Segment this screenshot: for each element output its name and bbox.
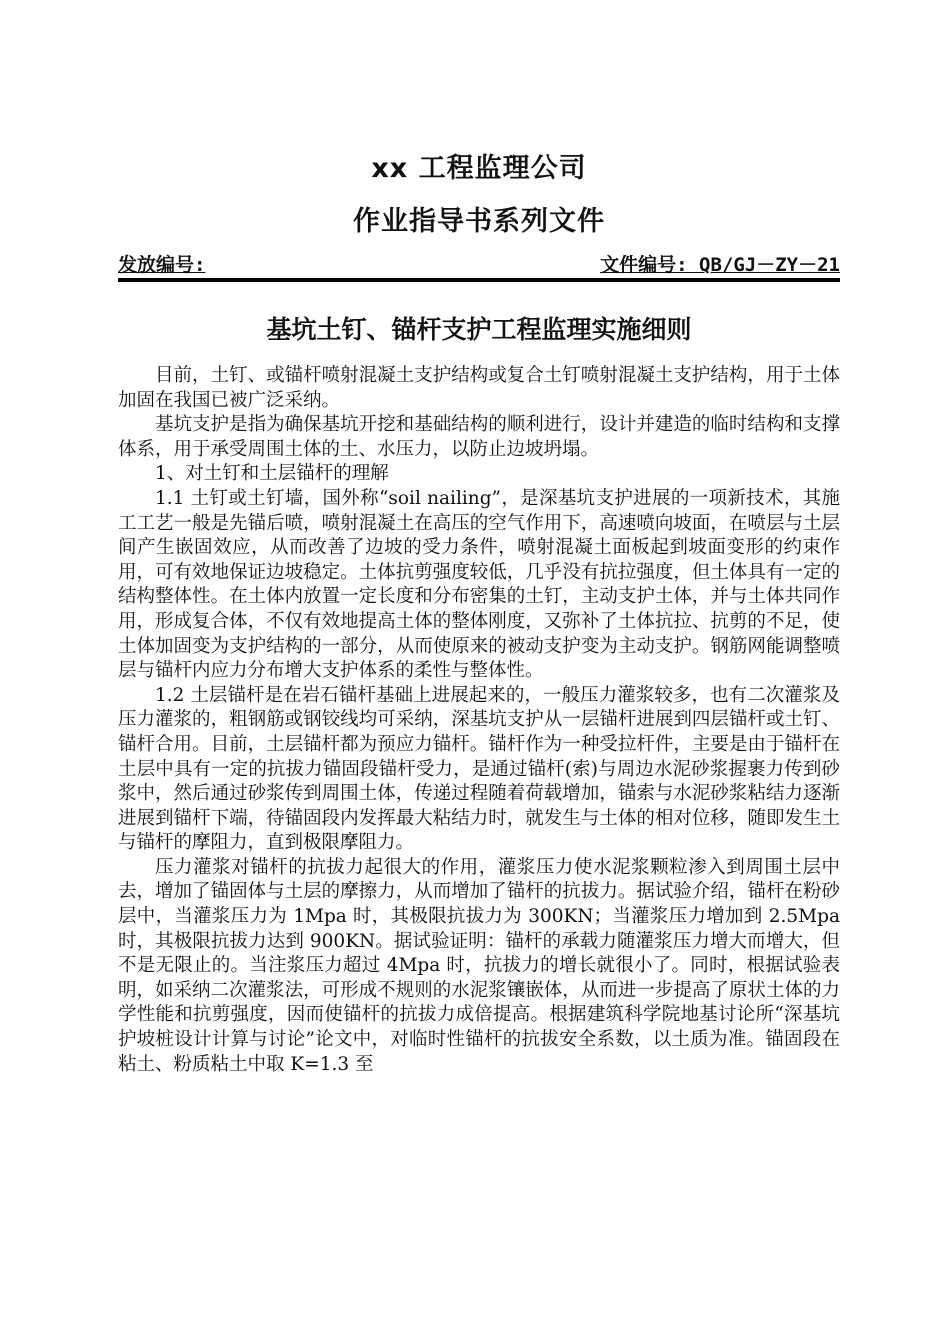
document-body [118, 364, 840, 1077]
company-name: xx 工程监理公司 [371, 153, 587, 184]
section-heading: 1、对土钉和土层锚杆的理解 [155, 463, 389, 485]
document-title: 基坑土钉、锚杆支护工程监理实施细则 [266, 315, 692, 344]
header-divider [118, 278, 840, 282]
paragraph: 1.2 土层锚杆是在岩石锚杆基础上进展起来的，一般压力灌浆较多，也有二次灌浆及压力灌浆的，粗钢筋或钢铰线均可采纳，深基坑支护从一层锚杆进展到四层锚杆或土钉、锚杆合用。目前，土层锚杆都为预应力锚杆。锚杆作为一种受拉杆件，主要是由于锚杆在土层中具有一定的抗拔力锚固段锚杆受力，是通过锚杆(索)与周边水泥砂浆握裹力传到砂浆中，然后通过砂浆传到周围土体，传递过程随着荷载增加，锚索与水泥砂浆粘结力逐渐进展到锚杆下端，待锚固段内发挥最大粘结力时，就发生与土体的相对位移，随即发生土与锚杆的摩阻力，直到极限摩阻力。 [118, 684, 840, 854]
paragraph: 压力灌浆对锚杆的抗拔力起很大的作用，灌浆压力使水泥浆颗粒渗入到周围土层中去，增加了锚固体与土层的摩擦力，从而增加了锚杆的抗拔力。据试验介绍，锚杆在粉砂层中，当灌浆压力为 1Mpa 时，其极限抗拔力为 300KN；当灌浆压力增加到 2.5Mpa 时，其极限抗拔力达到 900KN。据试验证明：锚杆的承载力随灌浆压力增大而增大，但不是无限止的。当注浆压力超过 4Mpa 时，抗拔力的增长就很小了。同时，根据试验表明，如采纳二次灌浆法，可形成不规则的水泥浆镶嵌体，从而进一步提高了原状土体的力学性能和抗剪强度，因而使锚杆的抗拔力成倍提高。根据建筑科学院地基讨论所“深基坑护坡桩设计计算与讨论”论文中，对临时性锚杆的抗拔安全系数，以土质为准。锚固段在粘土、粉质粘土中取 K=1.3 至 [118, 856, 840, 1075]
document-number-row [118, 252, 840, 278]
paragraph: 1.1 土钉或土钉墙，国外称“soil nailing”，是深基坑支护进展的一项新技术，其施工工艺一般是先锚后喷，喷射混凝土在高压的空气作用下，高速喷向坡面，在喷层与土层间产生嵌固效应，从而改善了边坡的受力条件，喷射混凝土面板起到坡面变形的约束作用，可有效地保证边坡稳定。土体抗剪强度较低，几乎没有抗拉强度，但土体具有一定的结构整体性。在土体内放置一定长度和分布密集的土钉，主动支护土体，并与土体共同作用，形成复合体，不仅有效地提高土体的整体刚度，又弥补了土体抗拉、抗剪的不足，使土体加固变为支护结构的一部分，从而使原来的被动支护变为主动支护。钢筋网能调整喷层与锚杆内应力分布增大支护体系的柔性与整体性。 [118, 487, 840, 682]
paragraph: 基坑支护是指为确保基坑开挖和基础结构的顺利进行，设计并建造的临时结构和支撑体系，用于承受周围土体的土、水压力，以防止边坡坍塌。 [118, 414, 840, 460]
file-number-label: 文件编号: QB/GJ－ZY－21 [600, 254, 840, 276]
series-title: 作业指导书系列文件 [353, 206, 605, 237]
issue-number-label: 发放编号: [118, 254, 206, 276]
paragraph: 目前，土钉、或锚杆喷射混凝土支护结构或复合土钉喷射混凝土支护结构，用于土体加固在我国已被广泛采纳。 [118, 365, 840, 411]
